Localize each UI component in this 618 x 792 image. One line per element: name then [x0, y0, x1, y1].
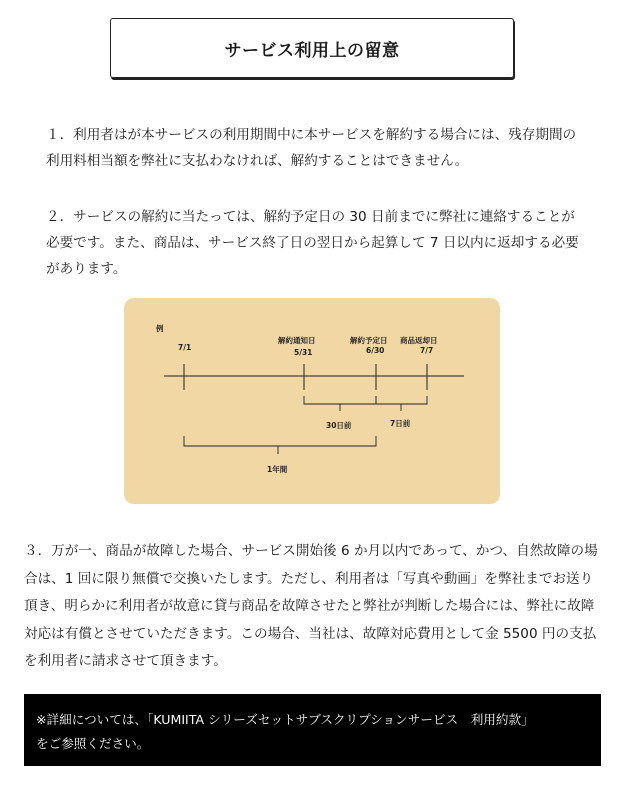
- title-box: [110, 18, 514, 78]
- timeline-svg: [124, 298, 500, 504]
- return-day-date: 7/7: [420, 346, 434, 355]
- note-line-2: をご参照ください。: [36, 736, 150, 751]
- span-1-year-label: 1年間: [267, 465, 288, 474]
- span-7-days-label: 7日前: [390, 419, 411, 428]
- notice-day-label: 解約通知日: [278, 336, 316, 345]
- paragraph-3: ３．万が一、商品が故障した場合、サービス開始後 6 か月以内であって、かつ、自然故障の場合は、1 回に限り無償で交換いたします。ただし、利用者は「写真や動画」を弊社までお送り頂き、明らかに利用者が故意に貸与商品を故障させたと弊社が判断した場合には、弊社に故障対応は有償とさせていただきます。この場合、当社は、故障対応費用として金 5500 円の支払を利用者に請求させて頂きます。: [24, 543, 598, 669]
- page-title: サービス利用上の留意: [224, 40, 400, 61]
- return-day-label: 商品返却日: [400, 336, 438, 345]
- brace-30-days: [304, 396, 376, 411]
- span-30-days-label: 30日前: [326, 421, 352, 430]
- cancel-day-label: 解約予定日: [350, 336, 388, 345]
- paragraph-1: １．利用者はが本サービスの利用期間中に本サービスを解約する場合には、残存期間の利用料相当額を弊社に支払わなければ、解約することはできません。: [46, 127, 577, 169]
- note-line-1: ※詳細については、「KUMIITA シリーズセットサブスクリプションサービス 利用約款」: [36, 712, 534, 727]
- brace-7-days: [376, 396, 427, 411]
- brace-1-year: [184, 436, 376, 454]
- timeline-diagram: [124, 298, 500, 504]
- paragraph-2: ２．サービスの解約に当たっては、解約予定日の 30 日前までに弊社に連絡することが必要です。また、商品は、サービス終了日の翌日から起算して 7 日以内に返却する必要があります。: [46, 209, 579, 277]
- example-label: 例: [156, 324, 164, 333]
- reference-note: [24, 694, 601, 766]
- notice-day-date: 5/31: [294, 348, 313, 357]
- cancel-day-date: 6/30: [366, 346, 385, 355]
- start-date: 7/1: [178, 343, 192, 352]
